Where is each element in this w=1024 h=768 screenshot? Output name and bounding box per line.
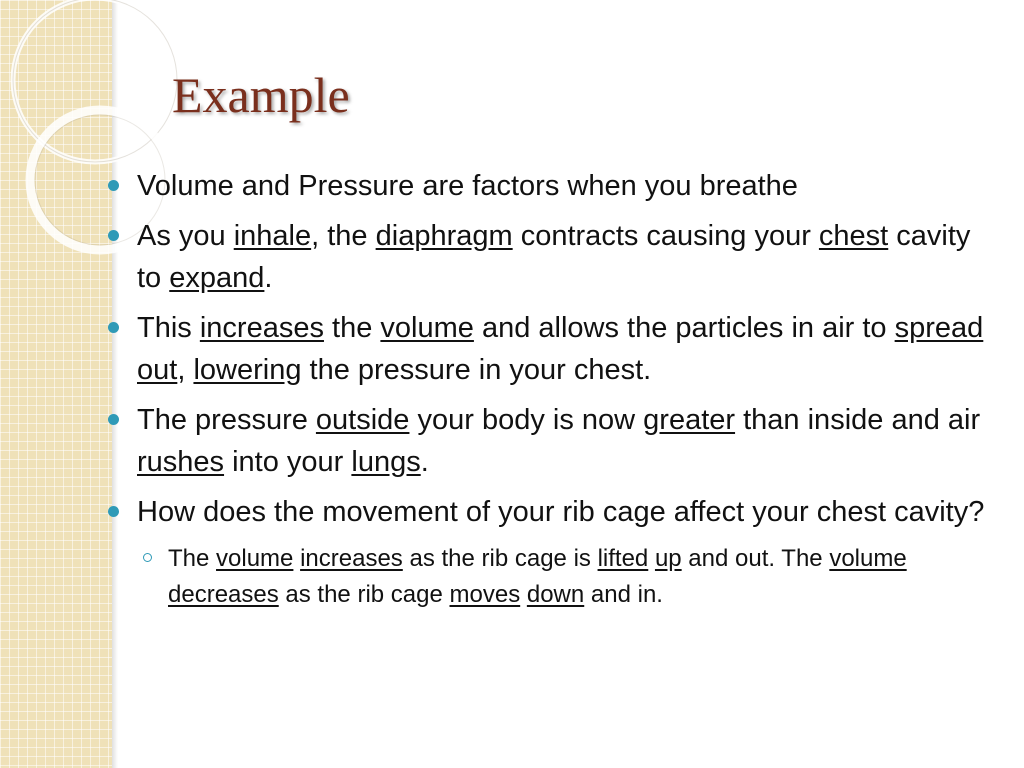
- bullet-item: [104, 165, 994, 207]
- underlined-term: volume: [829, 545, 907, 572]
- underlined-term: volume: [216, 545, 294, 572]
- underlined-term: greater: [643, 404, 736, 436]
- underlined-term: volume: [380, 312, 474, 344]
- text-run: as the rib cage is: [402, 545, 598, 572]
- bullet-text: [137, 312, 983, 386]
- underlined-term: lifted: [597, 545, 649, 572]
- underlined-term: increases: [199, 312, 324, 344]
- text-run: ,: [177, 354, 194, 386]
- text-run: as the rib cage: [278, 581, 450, 608]
- text-run: As you: [137, 220, 234, 252]
- bullet-item: [104, 307, 994, 391]
- text-run: [648, 545, 655, 572]
- text-run: , the: [311, 220, 376, 252]
- underlined-term: down: [526, 581, 585, 608]
- text-run: and out. The: [681, 545, 830, 572]
- bullet-text: [137, 220, 970, 294]
- underlined-term: decreases: [168, 581, 279, 608]
- bullet-item: [104, 215, 994, 299]
- text-run: than inside and air: [735, 404, 981, 436]
- underlined-term: moves: [449, 581, 521, 608]
- underlined-term: spread: [894, 312, 984, 344]
- bullet-text: [137, 496, 984, 528]
- bullet-item: [104, 491, 994, 533]
- bullet-dot-icon: [108, 230, 119, 241]
- text-run: the pressure in your chest.: [301, 354, 652, 386]
- text-run: How does the movement of your rib cage affect your chest cavity?: [137, 496, 985, 528]
- slide-title: Example: [172, 67, 350, 123]
- text-run: The pressure: [137, 404, 316, 436]
- text-run: cavity to: [137, 220, 971, 294]
- text-run: This: [137, 312, 200, 344]
- text-run: contracts causing your: [512, 220, 819, 252]
- text-run: .: [420, 446, 429, 478]
- bullet-item: [104, 399, 994, 483]
- bullet-dot-icon: [108, 180, 119, 191]
- text-run: your body is now: [409, 404, 644, 436]
- text-run: and in.: [584, 581, 663, 608]
- text-run: .: [264, 262, 273, 294]
- bullet-dot-icon: [108, 506, 119, 517]
- underlined-term: chest: [818, 220, 889, 252]
- bullet-list: [104, 165, 994, 613]
- underlined-term: outside: [315, 404, 410, 436]
- text-run: and allows the particles in air to: [473, 312, 895, 344]
- bullet-dot-icon: [108, 414, 119, 425]
- sub-bullet-item: [104, 541, 994, 613]
- bullet-text: [137, 404, 980, 478]
- text-run: the: [323, 312, 381, 344]
- underlined-term: up: [654, 545, 682, 572]
- underlined-term: expand: [169, 262, 265, 294]
- bullet-text: [137, 170, 798, 202]
- underlined-term: rushes: [137, 446, 225, 478]
- underlined-term: inhale: [233, 220, 312, 252]
- sub-bullet-text: [168, 545, 907, 608]
- text-run: [520, 581, 527, 608]
- sub-bullet-ring-icon: [143, 553, 152, 562]
- text-run: into your: [224, 446, 352, 478]
- underlined-term: lungs: [351, 446, 421, 478]
- bullet-dot-icon: [108, 322, 119, 333]
- text-run: The: [168, 545, 217, 572]
- underlined-term: diaphragm: [375, 220, 513, 252]
- underlined-term: increases: [300, 545, 403, 572]
- text-run: Volume and Pressure are factors when you breathe: [137, 170, 798, 202]
- underlined-term: lowering: [193, 354, 302, 386]
- underlined-term: out: [137, 354, 178, 386]
